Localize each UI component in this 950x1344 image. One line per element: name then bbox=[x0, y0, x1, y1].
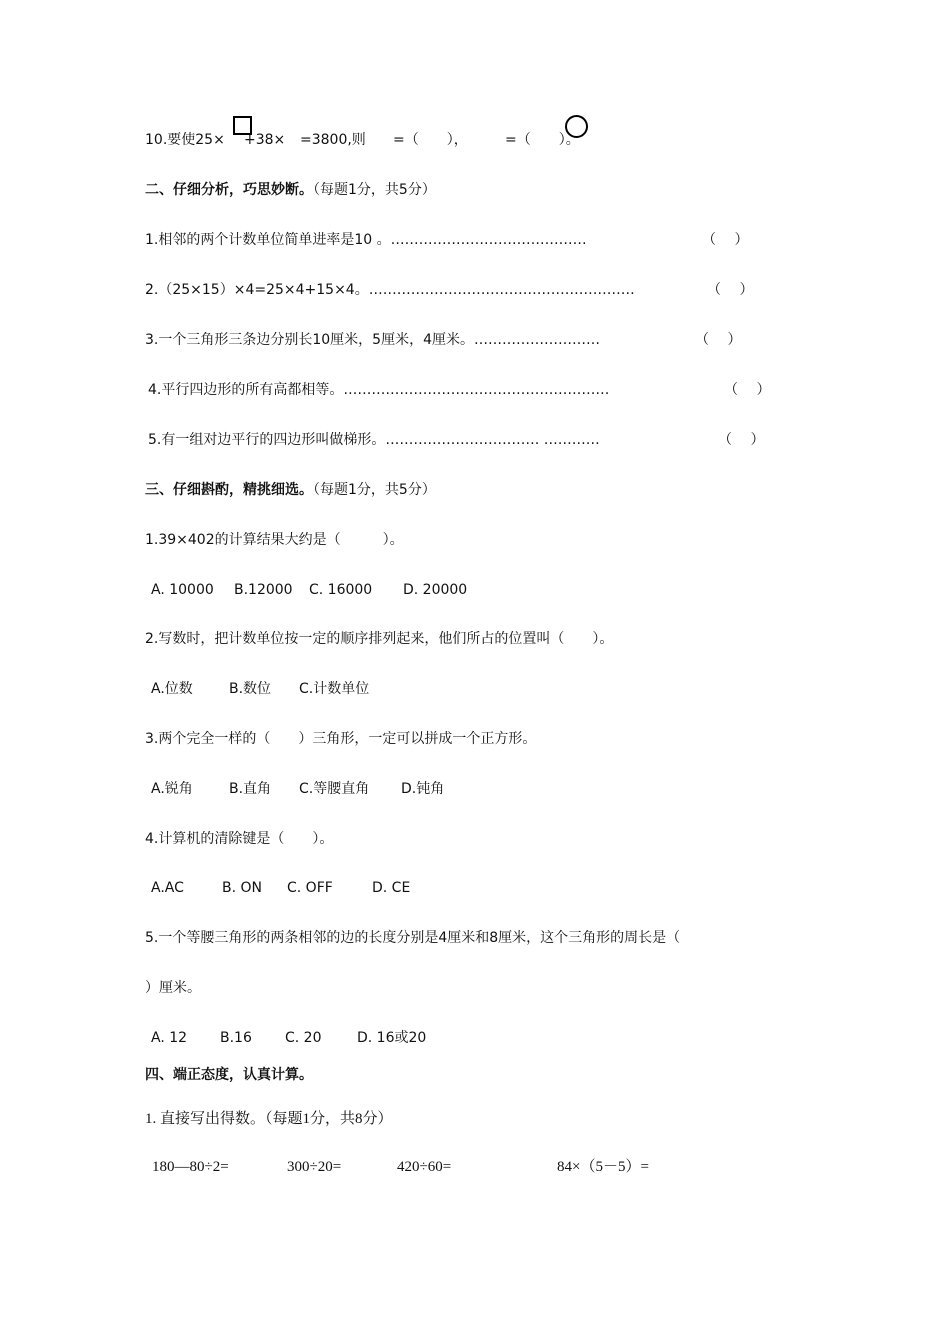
choice-q3-option-c[interactable]: C.等腰直角 bbox=[299, 781, 370, 797]
choice-q4-option-c[interactable]: C. OFF bbox=[287, 880, 333, 896]
section3-note: （每题1分，共5分） bbox=[313, 482, 436, 498]
choice-q1-option-c[interactable]: C. 16000 bbox=[309, 582, 373, 598]
choice-q5-option-a[interactable]: A. 12 bbox=[151, 1030, 188, 1046]
section3-title: 三、仔细斟酌，精挑细选。 bbox=[145, 482, 313, 498]
section4-title: 四、端正态度，认真计算。 bbox=[145, 1067, 313, 1083]
judge-item-text: 1.相邻的两个计数单位简单进率是10 。…………………………………… bbox=[145, 232, 587, 248]
judge-blank-2[interactable]: （ ） bbox=[707, 282, 754, 298]
choice-q2-option-a[interactable]: A.位数 bbox=[151, 681, 193, 697]
q10-prefix: 10.要使25× bbox=[145, 132, 225, 148]
judge-item-2 bbox=[145, 281, 635, 299]
section2-title: 二、仔细分析，巧思妙断。 bbox=[145, 182, 313, 198]
choice-q2-option-c[interactable]: C.计数单位 bbox=[299, 681, 370, 697]
choice-q1-option-d[interactable]: D. 20000 bbox=[403, 582, 468, 598]
choice-q1: 1.39×402的计算结果大约是（ ）。 bbox=[145, 532, 404, 548]
calc-item-1[interactable]: 180—80÷2= bbox=[152, 1159, 229, 1175]
choice-q3: 3.两个完全一样的（ ）三角形，一定可以拼成一个正方形。 bbox=[145, 731, 537, 747]
choice-q3-option-b[interactable]: B.直角 bbox=[229, 781, 272, 797]
choice-q3-option-d[interactable]: D.钝角 bbox=[401, 781, 445, 797]
choice-q1-option-b[interactable]: B.12000 bbox=[234, 582, 293, 598]
judge-item-text: 3.一个三角形三条边分别长10厘米，5厘米，4厘米。……………………… bbox=[145, 332, 600, 348]
judge-blank-5[interactable]: （ ） bbox=[718, 432, 765, 448]
judge-blank-4[interactable]: （ ） bbox=[724, 382, 771, 398]
judge-item-text: 2.（25×15）×4=25×4+15×4。………………………………………………… bbox=[145, 282, 635, 298]
judge-item-4 bbox=[148, 381, 609, 399]
choice-q5-option-d[interactable]: D. 16或20 bbox=[357, 1030, 427, 1046]
judge-item-text: 4.平行四边形的所有高都相等。………………………………………………… bbox=[148, 382, 610, 398]
choice-q2-option-b[interactable]: B.数位 bbox=[229, 681, 272, 697]
choice-q4-option-a[interactable]: A.AC bbox=[151, 880, 184, 896]
q10-eq1: =（ ）， bbox=[393, 132, 468, 148]
judge-blank-3[interactable]: （ ） bbox=[695, 332, 742, 348]
choice-q5-line1: 5.一个等腰三角形的两条相邻的边的长度分别是4厘米和8厘米，这个三角形的周长是（ bbox=[145, 930, 681, 946]
q10-mid: +38× bbox=[244, 132, 286, 148]
q10-line bbox=[145, 131, 225, 149]
section3-heading bbox=[145, 481, 436, 499]
judge-item-1 bbox=[145, 231, 587, 249]
choice-q5-option-c[interactable]: C. 20 bbox=[285, 1030, 322, 1046]
section2-heading bbox=[145, 181, 436, 199]
section4-subtitle: 1. 直接写出得数。（每题1分，共8分） bbox=[145, 1111, 393, 1127]
q10-rest: =3800,则 bbox=[300, 132, 366, 148]
calc-item-4[interactable]: 84×（5－5）= bbox=[557, 1159, 649, 1175]
choice-q1-option-a[interactable]: A. 10000 bbox=[151, 582, 214, 598]
section2-note: （每题1分，共5分） bbox=[313, 182, 436, 198]
choice-q5-option-b[interactable]: B.16 bbox=[220, 1030, 252, 1046]
choice-q3-option-a[interactable]: A.锐角 bbox=[151, 781, 193, 797]
circle-icon bbox=[565, 115, 588, 138]
calc-item-2[interactable]: 300÷20= bbox=[287, 1159, 342, 1175]
choice-q2: 2.写数时，把计数单位按一定的顺序排列起来，他们所占的位置叫（ ）。 bbox=[145, 631, 614, 647]
judge-item-3 bbox=[145, 331, 600, 349]
choice-q4-option-b[interactable]: B. ON bbox=[222, 880, 262, 896]
choice-q4: 4.计算机的清除键是（ ）。 bbox=[145, 831, 334, 847]
q10-eq2: =（ ）。 bbox=[505, 132, 580, 148]
choice-q4-option-d[interactable]: D. CE bbox=[372, 880, 411, 896]
judge-item-text: 5.有一组对边平行的四边形叫做梯形。…………………………… ………… bbox=[148, 432, 600, 448]
choice-q5-line2: ）厘米。 bbox=[145, 980, 201, 996]
judge-blank-1[interactable]: （ ） bbox=[702, 232, 749, 248]
calc-item-3[interactable]: 420÷60= bbox=[397, 1159, 452, 1175]
judge-item-5 bbox=[148, 431, 600, 449]
